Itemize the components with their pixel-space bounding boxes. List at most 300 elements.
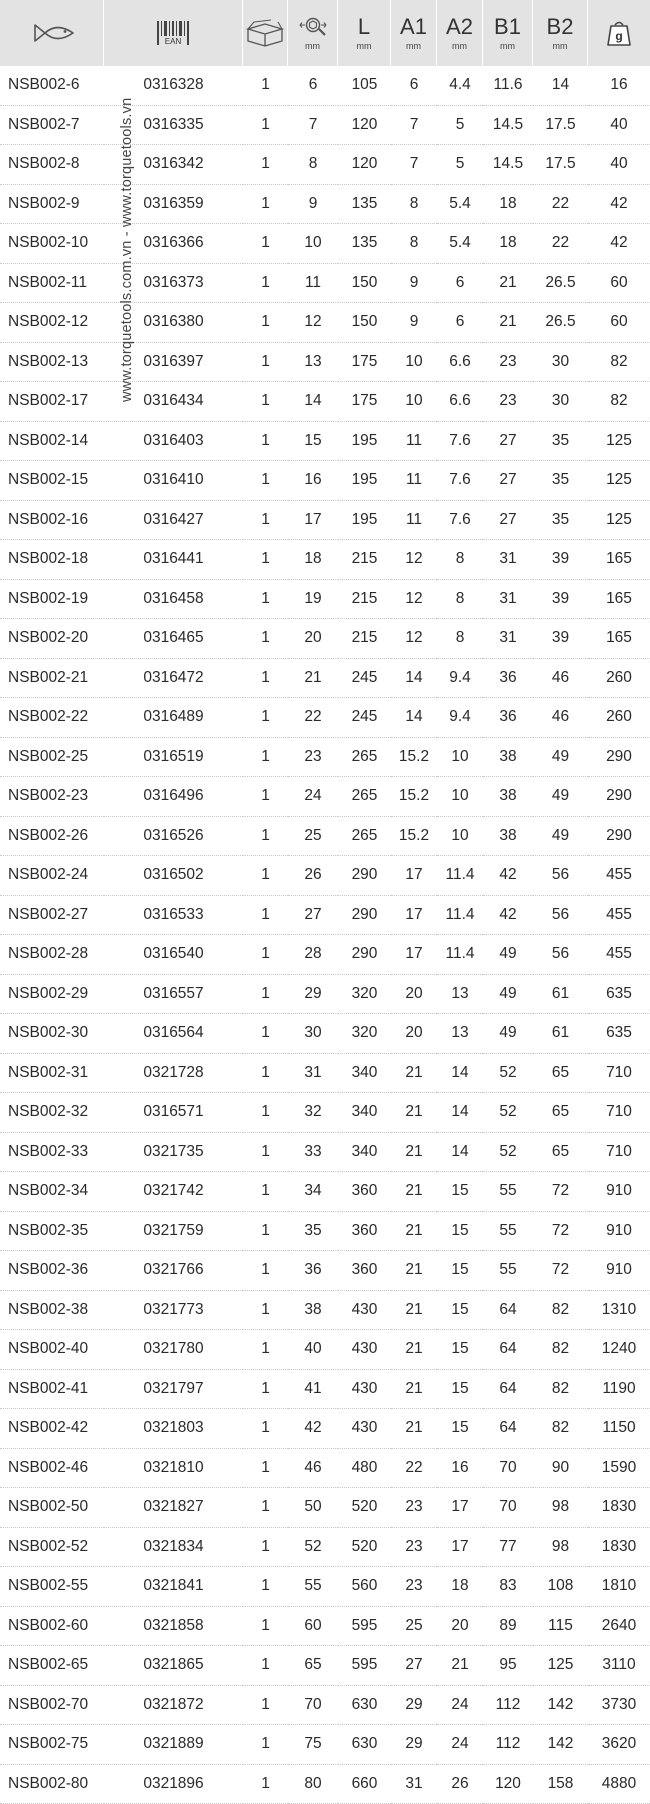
table-row [0,817,650,857]
cell-A2: 10 [437,777,483,817]
cell-ean: 0321773 [104,1291,243,1331]
table-row [0,422,650,462]
cell-ean: 0321834 [104,1528,243,1568]
cell-size: 41 [288,1370,338,1410]
cell-weight: 635 [588,975,650,1015]
cell-L: 340 [338,1093,391,1133]
cell-A1: 12 [391,540,437,580]
cell-size: 12 [288,303,338,343]
cell-B1: 64 [483,1330,533,1370]
cell-B1: 27 [483,461,533,501]
cell-ean: 0321797 [104,1370,243,1410]
cell-A2: 6 [437,303,483,343]
cell-code: NSB002-36 [0,1251,104,1291]
weight-icon [606,19,632,47]
cell-size: 31 [288,1054,338,1094]
cell-A1: 10 [391,382,437,422]
cell-L: 265 [338,777,391,817]
cell-size: 33 [288,1133,338,1173]
table-row [0,1014,650,1054]
cell-A1: 21 [391,1172,437,1212]
cell-qty: 1 [243,1054,288,1094]
cell-ean: 0321889 [104,1725,243,1765]
cell-qty: 1 [243,461,288,501]
cell-B2: 39 [533,580,588,620]
cell-qty: 1 [243,1093,288,1133]
cell-qty: 1 [243,580,288,620]
cell-A2: 15 [437,1409,483,1449]
table-row [0,698,650,738]
cell-qty: 1 [243,145,288,185]
table-row [0,1607,650,1647]
cell-weight: 710 [588,1133,650,1173]
table-row [0,1528,650,1568]
cell-weight: 125 [588,461,650,501]
cell-code: NSB002-42 [0,1409,104,1449]
cell-size: 19 [288,580,338,620]
cell-A2: 18 [437,1567,483,1607]
cell-weight: 910 [588,1251,650,1291]
cell-B1: 21 [483,303,533,343]
cell-B2: 35 [533,461,588,501]
cell-weight: 710 [588,1093,650,1133]
cell-weight: 455 [588,856,650,896]
cell-L: 265 [338,817,391,857]
cell-A2: 8 [437,580,483,620]
cell-L: 195 [338,461,391,501]
cell-weight: 40 [588,145,650,185]
header-B1 [483,0,533,66]
cell-code: NSB002-17 [0,382,104,422]
cell-L: 520 [338,1488,391,1528]
header-B2-label: B2 [533,16,587,38]
cell-qty: 1 [243,1330,288,1370]
cell-qty: 1 [243,422,288,462]
cell-A2: 13 [437,975,483,1015]
cell-qty: 1 [243,1725,288,1765]
cell-code: NSB002-22 [0,698,104,738]
cell-weight: 165 [588,580,650,620]
cell-A2: 21 [437,1646,483,1686]
cell-L: 595 [338,1607,391,1647]
cell-weight: 82 [588,382,650,422]
cell-weight: 60 [588,264,650,304]
cell-weight: 1590 [588,1449,650,1489]
cell-L: 360 [338,1212,391,1252]
table-row [0,264,650,304]
watermark: www.torquetools.com.vn - www.torquetools.vn [119,98,135,402]
cell-size: 15 [288,422,338,462]
cell-L: 265 [338,738,391,778]
cell-B2: 72 [533,1212,588,1252]
cell-size: 27 [288,896,338,936]
cell-qty: 1 [243,224,288,264]
cell-B2: 17.5 [533,145,588,185]
cell-B2: 22 [533,224,588,264]
cell-qty: 1 [243,1765,288,1804]
cell-qty: 1 [243,540,288,580]
cell-qty: 1 [243,185,288,225]
cell-weight: 60 [588,303,650,343]
cell-weight: 165 [588,619,650,659]
cell-qty: 1 [243,343,288,383]
cell-qty: 1 [243,856,288,896]
cell-code: NSB002-40 [0,1330,104,1370]
cell-size: 7 [288,106,338,146]
cell-size: 60 [288,1607,338,1647]
cell-A1: 23 [391,1528,437,1568]
cell-A1: 8 [391,185,437,225]
table-row [0,224,650,264]
cell-A2: 15 [437,1330,483,1370]
cell-B1: 49 [483,975,533,1015]
cell-B1: 52 [483,1133,533,1173]
cell-B1: 64 [483,1291,533,1331]
cell-A1: 15.2 [391,777,437,817]
cell-A1: 25 [391,1607,437,1647]
cell-B1: 27 [483,501,533,541]
cell-B2: 30 [533,382,588,422]
cell-L: 215 [338,540,391,580]
cell-B1: 11.6 [483,66,533,106]
table-row [0,935,650,975]
cell-qty: 1 [243,1251,288,1291]
cell-A2: 7.6 [437,422,483,462]
table-row [0,1291,650,1331]
table-row [0,1409,650,1449]
cell-ean: 0316403 [104,422,243,462]
cell-A1: 9 [391,264,437,304]
cell-B2: 39 [533,619,588,659]
cell-A2: 9.4 [437,698,483,738]
cell-code: NSB002-80 [0,1765,104,1804]
cell-weight: 3730 [588,1686,650,1726]
cell-B2: 56 [533,935,588,975]
table-row [0,1133,650,1173]
cell-B2: 35 [533,422,588,462]
cell-code: NSB002-23 [0,777,104,817]
cell-ean: 0316540 [104,935,243,975]
table-row [0,738,650,778]
cell-A2: 11.4 [437,856,483,896]
cell-B2: 49 [533,817,588,857]
cell-code: NSB002-35 [0,1212,104,1252]
cell-A1: 7 [391,106,437,146]
cell-L: 630 [338,1725,391,1765]
cell-A2: 17 [437,1528,483,1568]
cell-B1: 70 [483,1488,533,1528]
cell-code: NSB002-6 [0,66,104,106]
table-row [0,1725,650,1765]
cell-B1: 14.5 [483,106,533,146]
cell-B2: 115 [533,1607,588,1647]
cell-weight: 290 [588,777,650,817]
cell-A1: 8 [391,224,437,264]
cell-code: NSB002-29 [0,975,104,1015]
cell-B1: 83 [483,1567,533,1607]
cell-A1: 12 [391,580,437,620]
cell-weight: 910 [588,1212,650,1252]
cell-weight: 42 [588,224,650,264]
cell-A1: 6 [391,66,437,106]
cell-ean: 0321766 [104,1251,243,1291]
cell-qty: 1 [243,1370,288,1410]
table-row [0,1686,650,1726]
cell-ean: 0316465 [104,619,243,659]
cell-size: 32 [288,1093,338,1133]
cell-weight: 4880 [588,1765,650,1804]
cell-B2: 82 [533,1409,588,1449]
cell-weight: 82 [588,343,650,383]
cell-ean: 0321803 [104,1409,243,1449]
cell-qty: 1 [243,1291,288,1331]
header-code [0,0,104,66]
cell-ean: 0316489 [104,698,243,738]
cell-size: 40 [288,1330,338,1370]
cell-L: 480 [338,1449,391,1489]
cell-code: NSB002-24 [0,856,104,896]
cell-B1: 120 [483,1765,533,1804]
table-row [0,343,650,383]
cell-A1: 10 [391,343,437,383]
cell-weight: 165 [588,540,650,580]
cell-size: 35 [288,1212,338,1252]
cell-A1: 17 [391,935,437,975]
cell-size: 13 [288,343,338,383]
header-A1 [391,0,437,66]
cell-weight: 260 [588,659,650,699]
header-qty [243,0,288,66]
cell-ean: 0316564 [104,1014,243,1054]
cell-ean: 0316458 [104,580,243,620]
cell-A1: 14 [391,698,437,738]
cell-code: NSB002-9 [0,185,104,225]
cell-qty: 1 [243,975,288,1015]
cell-B2: 17.5 [533,106,588,146]
cell-L: 660 [338,1765,391,1804]
cell-size: 24 [288,777,338,817]
cell-A2: 15 [437,1212,483,1252]
cell-L: 150 [338,303,391,343]
cell-A2: 14 [437,1133,483,1173]
table-row [0,1646,650,1686]
cell-B2: 72 [533,1251,588,1291]
cell-ean: 0316373 [104,264,243,304]
cell-B2: 158 [533,1765,588,1804]
cell-A1: 21 [391,1133,437,1173]
cell-B1: 49 [483,935,533,975]
cell-code: NSB002-46 [0,1449,104,1489]
table-row [0,580,650,620]
cell-weight: 16 [588,66,650,106]
cell-A1: 9 [391,303,437,343]
cell-B2: 26.5 [533,264,588,304]
cell-A2: 15 [437,1291,483,1331]
cell-code: NSB002-25 [0,738,104,778]
cell-B2: 65 [533,1054,588,1094]
cell-A2: 8 [437,619,483,659]
cell-code: NSB002-21 [0,659,104,699]
cell-ean: 0316496 [104,777,243,817]
cell-B1: 64 [483,1409,533,1449]
cell-size: 30 [288,1014,338,1054]
table-header [0,0,650,66]
cell-B1: 31 [483,619,533,659]
cell-qty: 1 [243,1409,288,1449]
cell-weight: 1810 [588,1567,650,1607]
cell-B1: 52 [483,1054,533,1094]
table-row [0,1567,650,1607]
cell-ean: 0316441 [104,540,243,580]
header-L-unit: mm [338,41,390,51]
cell-ean: 0321896 [104,1765,243,1804]
cell-size: 42 [288,1409,338,1449]
cell-A1: 11 [391,461,437,501]
cell-B2: 142 [533,1686,588,1726]
cell-ean: 0321858 [104,1607,243,1647]
cell-L: 245 [338,698,391,738]
cell-weight: 40 [588,106,650,146]
cell-code: NSB002-75 [0,1725,104,1765]
table-row [0,461,650,501]
cell-A2: 16 [437,1449,483,1489]
cell-qty: 1 [243,1014,288,1054]
cell-ean: 0316366 [104,224,243,264]
cell-weight: 1240 [588,1330,650,1370]
cell-A2: 5 [437,106,483,146]
cell-A1: 12 [391,619,437,659]
cell-qty: 1 [243,1567,288,1607]
cell-A1: 31 [391,1765,437,1804]
cell-A1: 17 [391,896,437,936]
cell-weight: 710 [588,1054,650,1094]
cell-A2: 15 [437,1251,483,1291]
cell-code: NSB002-32 [0,1093,104,1133]
cell-size: 70 [288,1686,338,1726]
cell-weight: 1310 [588,1291,650,1331]
cell-ean: 0316434 [104,382,243,422]
cell-A2: 6.6 [437,382,483,422]
ean-label: EAN [165,37,182,46]
cell-B1: 42 [483,896,533,936]
cell-B1: 38 [483,777,533,817]
cell-code: NSB002-19 [0,580,104,620]
header-A2-unit: mm [437,41,482,51]
cell-ean: 0316571 [104,1093,243,1133]
cell-B2: 39 [533,540,588,580]
cell-ean: 0316410 [104,461,243,501]
cell-B2: 61 [533,975,588,1015]
cell-weight: 290 [588,817,650,857]
table-row [0,185,650,225]
package-icon [245,19,285,47]
cell-A2: 17 [437,1488,483,1528]
cell-A1: 20 [391,1014,437,1054]
fish-icon [29,21,75,45]
cell-A1: 21 [391,1054,437,1094]
cell-B2: 26.5 [533,303,588,343]
cell-ean: 0321735 [104,1133,243,1173]
table-row [0,619,650,659]
cell-A1: 11 [391,422,437,462]
cell-B2: 56 [533,896,588,936]
cell-ean: 0316502 [104,856,243,896]
cell-ean: 0321872 [104,1686,243,1726]
cell-ean: 0321810 [104,1449,243,1489]
weight-label: g [615,29,622,43]
cell-B1: 77 [483,1528,533,1568]
cell-ean: 0316472 [104,659,243,699]
table-row [0,540,650,580]
cell-code: NSB002-13 [0,343,104,383]
header-A1-unit: mm [391,41,436,51]
cell-ean: 0321865 [104,1646,243,1686]
table-row [0,303,650,343]
cell-B2: 65 [533,1093,588,1133]
cell-L: 360 [338,1172,391,1212]
barcode-icon [156,20,190,46]
cell-B1: 31 [483,540,533,580]
table-row [0,659,650,699]
cell-ean: 0316335 [104,106,243,146]
cell-B2: 46 [533,698,588,738]
cell-A1: 22 [391,1449,437,1489]
table-row [0,1172,650,1212]
table-row [0,896,650,936]
cell-qty: 1 [243,106,288,146]
cell-code: NSB002-65 [0,1646,104,1686]
table-row [0,777,650,817]
cell-qty: 1 [243,935,288,975]
spanner-size-icon [298,16,328,38]
cell-weight: 125 [588,422,650,462]
cell-B1: 38 [483,817,533,857]
cell-L: 215 [338,580,391,620]
cell-B1: 14.5 [483,145,533,185]
cell-B1: 70 [483,1449,533,1489]
cell-L: 215 [338,619,391,659]
cell-weight: 1830 [588,1488,650,1528]
cell-ean: 0321827 [104,1488,243,1528]
table-row [0,1488,650,1528]
cell-size: 14 [288,382,338,422]
header-ean [104,0,243,66]
cell-qty: 1 [243,1646,288,1686]
cell-B1: 89 [483,1607,533,1647]
cell-L: 520 [338,1528,391,1568]
cell-size: 22 [288,698,338,738]
cell-qty: 1 [243,896,288,936]
cell-A2: 9.4 [437,659,483,699]
cell-weight: 3620 [588,1725,650,1765]
cell-size: 20 [288,619,338,659]
cell-L: 630 [338,1686,391,1726]
table-row [0,382,650,422]
cell-code: NSB002-26 [0,817,104,857]
cell-A1: 14 [391,659,437,699]
cell-L: 290 [338,935,391,975]
header-B1-label: B1 [483,16,532,38]
cell-weight: 260 [588,698,650,738]
cell-A1: 27 [391,1646,437,1686]
cell-A1: 23 [391,1567,437,1607]
table-row [0,1330,650,1370]
cell-code: NSB002-27 [0,896,104,936]
cell-code: NSB002-55 [0,1567,104,1607]
cell-B1: 38 [483,738,533,778]
cell-qty: 1 [243,66,288,106]
cell-weight: 3110 [588,1646,650,1686]
